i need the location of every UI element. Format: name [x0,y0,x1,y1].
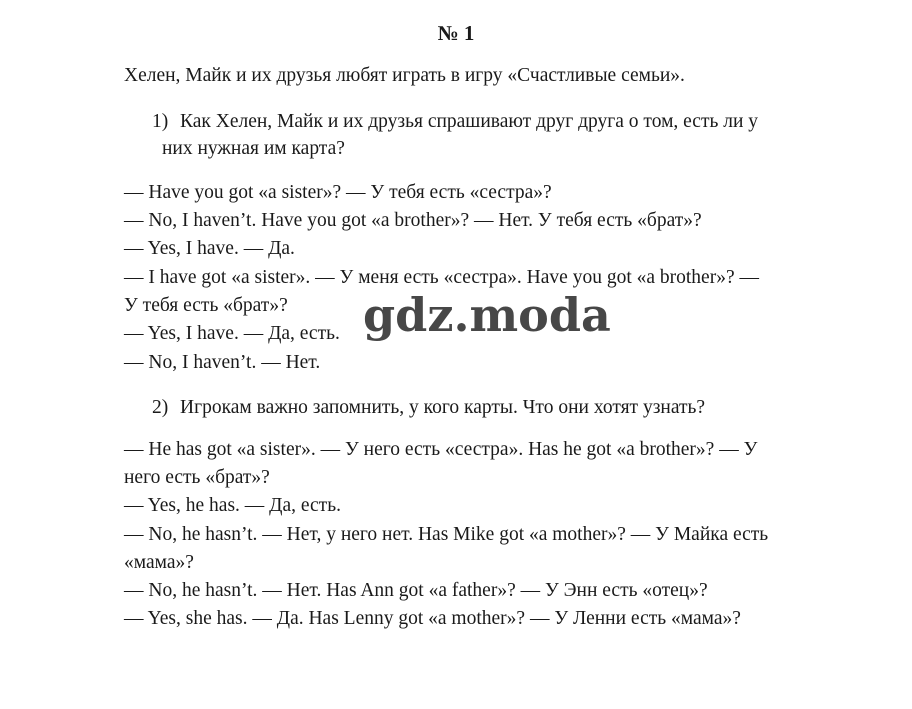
dialogue-2-line: него есть «брат»? [124,467,270,488]
task-2-question: Игрокам важно запомнить, у кого карты. Что они хотят узнать? [180,397,706,418]
dialogue-1-line: — Yes, I have. — Да. [124,238,295,259]
dialogue-1-line: — No, I haven’t. — Нет. [124,352,321,373]
dialogue-2-line: — No, he hasn’t. — Нет. Has Ann got «a father»? — У Энн есть «отец»? [124,580,708,601]
dialogue-1-line: — Yes, I have. — Да, есть. [124,323,340,344]
dialogue-1-line: — Have you got «a sister»? — У тебя есть «сестра»? [124,182,552,203]
dialogue-2-line: — Yes, he has. — Да, есть. [124,495,341,516]
dialogue-2-line: — Yes, she has. — Да. Has Lenny got «a mother»? — У Ленни есть «мама»? [124,608,741,629]
dialogue-1-line: — No, I haven’t. Have you got «a brother»? — Нет. У тебя есть «брат»? [124,210,702,231]
task-1-question-line-1: Как Хелен, Майк и их друзья спрашивают друг друга о том, есть ли у [180,111,759,132]
watermark-logo: gdz.moda [363,288,611,342]
dialogue-2-line: — No, he hasn’t. — Нет, у него нет. Has Mike got «a mother»? — У Майка есть [124,524,769,545]
exercise-number: № 1 [437,21,475,45]
dialogue-1-line: — I have got «a sister». — У меня есть «сестра». Have you got «a brother»? — [124,267,759,288]
task-1-question-line-2: них нужная им карта? [162,138,345,159]
intro-text: Хелен, Майк и их друзья любят играть в игру «Счастливые семьи». [124,65,685,86]
task-1-number: 1) [152,111,169,132]
dialogue-2-line: — He has got «a sister». — У него есть «сестра». Has he got «a brother»? — У [124,439,758,460]
dialogue-1-line: У тебя есть «брат»? [124,295,288,316]
task-2-number: 2) [152,397,169,418]
dialogue-2-line: «мама»? [124,552,194,573]
